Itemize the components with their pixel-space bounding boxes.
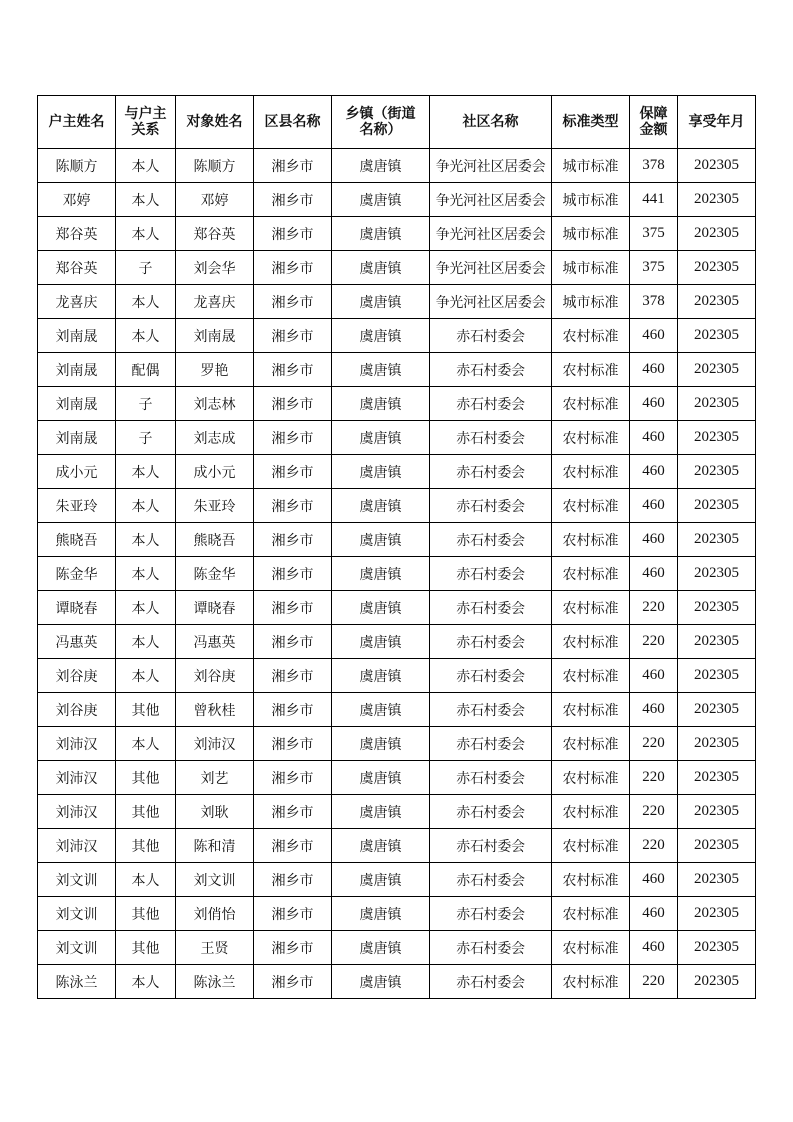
table-row	[38, 183, 756, 217]
town-cell: 虞唐镇	[332, 285, 430, 319]
amount-cell: 378	[630, 149, 678, 183]
householder-name-cell: 郑谷英	[38, 251, 116, 285]
relation-cell: 本人	[116, 285, 176, 319]
standard-type-cell: 农村标准	[552, 421, 630, 455]
town-cell: 虞唐镇	[332, 693, 430, 727]
standard-type-cell: 农村标准	[552, 557, 630, 591]
table-row	[38, 863, 756, 897]
recipient-name-cell: 陈泳兰	[176, 965, 254, 999]
town-cell: 虞唐镇	[332, 455, 430, 489]
county-cell: 湘乡市	[254, 557, 332, 591]
town-cell: 虞唐镇	[332, 353, 430, 387]
householder-name-cell: 刘沛汉	[38, 829, 116, 863]
householder-name-cell: 刘文训	[38, 863, 116, 897]
town-cell: 虞唐镇	[332, 183, 430, 217]
recipient-name-cell: 曾秋桂	[176, 693, 254, 727]
county-cell: 湘乡市	[254, 829, 332, 863]
county-cell: 湘乡市	[254, 761, 332, 795]
county-cell: 湘乡市	[254, 285, 332, 319]
table-row	[38, 659, 756, 693]
county-cell: 湘乡市	[254, 693, 332, 727]
standard-type-cell: 农村标准	[552, 489, 630, 523]
county-cell: 湘乡市	[254, 931, 332, 965]
community-cell: 争光河社区居委会	[430, 149, 552, 183]
town-cell: 虞唐镇	[332, 931, 430, 965]
period-cell: 202305	[678, 353, 756, 387]
header-standard-type: 标准类型	[552, 96, 630, 149]
county-cell: 湘乡市	[254, 625, 332, 659]
table-row	[38, 523, 756, 557]
header-period: 享受年月	[678, 96, 756, 149]
relation-cell: 子	[116, 251, 176, 285]
period-cell: 202305	[678, 591, 756, 625]
relation-cell: 其他	[116, 761, 176, 795]
table-row	[38, 965, 756, 999]
amount-cell: 220	[630, 965, 678, 999]
county-cell: 湘乡市	[254, 217, 332, 251]
period-cell: 202305	[678, 455, 756, 489]
amount-cell: 378	[630, 285, 678, 319]
table-row	[38, 591, 756, 625]
amount-cell: 460	[630, 353, 678, 387]
standard-type-cell: 农村标准	[552, 693, 630, 727]
community-cell: 赤石村委会	[430, 591, 552, 625]
householder-name-cell: 刘谷庚	[38, 693, 116, 727]
relation-cell: 本人	[116, 557, 176, 591]
relation-cell: 本人	[116, 523, 176, 557]
town-cell: 虞唐镇	[332, 727, 430, 761]
period-cell: 202305	[678, 727, 756, 761]
community-cell: 赤石村委会	[430, 829, 552, 863]
community-cell: 赤石村委会	[430, 557, 552, 591]
table-row	[38, 727, 756, 761]
table-row	[38, 931, 756, 965]
period-cell: 202305	[678, 693, 756, 727]
relation-cell: 其他	[116, 931, 176, 965]
amount-cell: 375	[630, 217, 678, 251]
community-cell: 赤石村委会	[430, 625, 552, 659]
householder-name-cell: 冯惠英	[38, 625, 116, 659]
community-cell: 赤石村委会	[430, 659, 552, 693]
county-cell: 湘乡市	[254, 251, 332, 285]
period-cell: 202305	[678, 149, 756, 183]
period-cell: 202305	[678, 251, 756, 285]
county-cell: 湘乡市	[254, 421, 332, 455]
recipient-name-cell: 朱亚玲	[176, 489, 254, 523]
householder-name-cell: 刘沛汉	[38, 761, 116, 795]
relation-cell: 本人	[116, 149, 176, 183]
householder-name-cell: 刘南晟	[38, 319, 116, 353]
header-county: 区县名称	[254, 96, 332, 149]
amount-cell: 220	[630, 829, 678, 863]
standard-type-cell: 城市标准	[552, 285, 630, 319]
recipient-name-cell: 陈金华	[176, 557, 254, 591]
community-cell: 赤石村委会	[430, 455, 552, 489]
table-row	[38, 353, 756, 387]
relation-cell: 本人	[116, 965, 176, 999]
community-cell: 赤石村委会	[430, 421, 552, 455]
relation-cell: 本人	[116, 591, 176, 625]
recipient-name-cell: 刘文训	[176, 863, 254, 897]
amount-cell: 460	[630, 489, 678, 523]
table-row	[38, 285, 756, 319]
community-cell: 争光河社区居委会	[430, 251, 552, 285]
relief-roster-table	[37, 95, 756, 999]
relation-cell: 本人	[116, 727, 176, 761]
town-cell: 虞唐镇	[332, 387, 430, 421]
community-cell: 争光河社区居委会	[430, 285, 552, 319]
table-row	[38, 557, 756, 591]
recipient-name-cell: 刘耿	[176, 795, 254, 829]
county-cell: 湘乡市	[254, 965, 332, 999]
recipient-name-cell: 刘志成	[176, 421, 254, 455]
county-cell: 湘乡市	[254, 319, 332, 353]
header-amount: 保障 金额	[630, 96, 678, 149]
recipient-name-cell: 刘会华	[176, 251, 254, 285]
community-cell: 赤石村委会	[430, 387, 552, 421]
period-cell: 202305	[678, 217, 756, 251]
householder-name-cell: 刘文训	[38, 931, 116, 965]
community-cell: 赤石村委会	[430, 353, 552, 387]
relation-cell: 子	[116, 421, 176, 455]
relation-cell: 本人	[116, 455, 176, 489]
recipient-name-cell: 邓婷	[176, 183, 254, 217]
standard-type-cell: 农村标准	[552, 727, 630, 761]
period-cell: 202305	[678, 387, 756, 421]
table-row	[38, 149, 756, 183]
amount-cell: 220	[630, 625, 678, 659]
town-cell: 虞唐镇	[332, 625, 430, 659]
county-cell: 湘乡市	[254, 795, 332, 829]
town-cell: 虞唐镇	[332, 829, 430, 863]
period-cell: 202305	[678, 625, 756, 659]
relief-roster-sheet	[37, 95, 756, 999]
standard-type-cell: 农村标准	[552, 931, 630, 965]
community-cell: 赤石村委会	[430, 727, 552, 761]
period-cell: 202305	[678, 489, 756, 523]
relation-cell: 本人	[116, 863, 176, 897]
table-row	[38, 387, 756, 421]
amount-cell: 460	[630, 387, 678, 421]
amount-cell: 441	[630, 183, 678, 217]
relation-cell: 本人	[116, 217, 176, 251]
amount-cell: 460	[630, 693, 678, 727]
recipient-name-cell: 罗艳	[176, 353, 254, 387]
county-cell: 湘乡市	[254, 897, 332, 931]
table-row	[38, 829, 756, 863]
town-cell: 虞唐镇	[332, 557, 430, 591]
recipient-name-cell: 刘艺	[176, 761, 254, 795]
standard-type-cell: 城市标准	[552, 251, 630, 285]
county-cell: 湘乡市	[254, 591, 332, 625]
county-cell: 湘乡市	[254, 455, 332, 489]
recipient-name-cell: 陈顺方	[176, 149, 254, 183]
header-town: 乡镇（街道 名称）	[332, 96, 430, 149]
amount-cell: 460	[630, 659, 678, 693]
table-row	[38, 897, 756, 931]
amount-cell: 220	[630, 591, 678, 625]
amount-cell: 460	[630, 523, 678, 557]
recipient-name-cell: 陈和清	[176, 829, 254, 863]
relation-cell: 本人	[116, 659, 176, 693]
table-body	[38, 149, 756, 999]
community-cell: 赤石村委会	[430, 761, 552, 795]
recipient-name-cell: 熊晓吾	[176, 523, 254, 557]
householder-name-cell: 陈顺方	[38, 149, 116, 183]
householder-name-cell: 成小元	[38, 455, 116, 489]
recipient-name-cell: 刘志林	[176, 387, 254, 421]
header-householder-name: 户主姓名	[38, 96, 116, 149]
header-row	[38, 96, 756, 149]
amount-cell: 460	[630, 319, 678, 353]
amount-cell: 220	[630, 727, 678, 761]
recipient-name-cell: 刘俏怡	[176, 897, 254, 931]
period-cell: 202305	[678, 931, 756, 965]
householder-name-cell: 刘沛汉	[38, 795, 116, 829]
householder-name-cell: 谭晓春	[38, 591, 116, 625]
period-cell: 202305	[678, 863, 756, 897]
householder-name-cell: 刘文训	[38, 897, 116, 931]
town-cell: 虞唐镇	[332, 761, 430, 795]
table-row	[38, 625, 756, 659]
relation-cell: 本人	[116, 183, 176, 217]
standard-type-cell: 农村标准	[552, 523, 630, 557]
standard-type-cell: 农村标准	[552, 387, 630, 421]
amount-cell: 460	[630, 931, 678, 965]
relation-cell: 其他	[116, 795, 176, 829]
county-cell: 湘乡市	[254, 183, 332, 217]
recipient-name-cell: 郑谷英	[176, 217, 254, 251]
recipient-name-cell: 龙喜庆	[176, 285, 254, 319]
standard-type-cell: 城市标准	[552, 217, 630, 251]
community-cell: 赤石村委会	[430, 931, 552, 965]
recipient-name-cell: 成小元	[176, 455, 254, 489]
householder-name-cell: 陈泳兰	[38, 965, 116, 999]
header-community: 社区名称	[430, 96, 552, 149]
period-cell: 202305	[678, 761, 756, 795]
table-row	[38, 319, 756, 353]
relation-cell: 配偶	[116, 353, 176, 387]
householder-name-cell: 刘谷庚	[38, 659, 116, 693]
standard-type-cell: 城市标准	[552, 149, 630, 183]
county-cell: 湘乡市	[254, 727, 332, 761]
town-cell: 虞唐镇	[332, 489, 430, 523]
header-relation: 与户主 关系	[116, 96, 176, 149]
relation-cell: 本人	[116, 489, 176, 523]
relation-cell: 其他	[116, 897, 176, 931]
recipient-name-cell: 谭晓春	[176, 591, 254, 625]
town-cell: 虞唐镇	[332, 965, 430, 999]
relation-cell: 本人	[116, 625, 176, 659]
header-recipient-name: 对象姓名	[176, 96, 254, 149]
community-cell: 赤石村委会	[430, 795, 552, 829]
town-cell: 虞唐镇	[332, 421, 430, 455]
relation-cell: 其他	[116, 693, 176, 727]
standard-type-cell: 农村标准	[552, 795, 630, 829]
town-cell: 虞唐镇	[332, 523, 430, 557]
amount-cell: 460	[630, 455, 678, 489]
community-cell: 赤石村委会	[430, 863, 552, 897]
recipient-name-cell: 刘南晟	[176, 319, 254, 353]
standard-type-cell: 农村标准	[552, 829, 630, 863]
community-cell: 赤石村委会	[430, 965, 552, 999]
householder-name-cell: 刘南晟	[38, 353, 116, 387]
table-row	[38, 251, 756, 285]
county-cell: 湘乡市	[254, 489, 332, 523]
householder-name-cell: 刘南晟	[38, 387, 116, 421]
recipient-name-cell: 冯惠英	[176, 625, 254, 659]
community-cell: 赤石村委会	[430, 319, 552, 353]
town-cell: 虞唐镇	[332, 863, 430, 897]
town-cell: 虞唐镇	[332, 795, 430, 829]
amount-cell: 460	[630, 421, 678, 455]
recipient-name-cell: 刘谷庚	[176, 659, 254, 693]
county-cell: 湘乡市	[254, 659, 332, 693]
recipient-name-cell: 刘沛汉	[176, 727, 254, 761]
period-cell: 202305	[678, 285, 756, 319]
table-row	[38, 455, 756, 489]
period-cell: 202305	[678, 557, 756, 591]
standard-type-cell: 农村标准	[552, 863, 630, 897]
period-cell: 202305	[678, 795, 756, 829]
period-cell: 202305	[678, 319, 756, 353]
relation-cell: 本人	[116, 319, 176, 353]
town-cell: 虞唐镇	[332, 319, 430, 353]
community-cell: 赤石村委会	[430, 897, 552, 931]
community-cell: 赤石村委会	[430, 489, 552, 523]
period-cell: 202305	[678, 965, 756, 999]
table-row	[38, 217, 756, 251]
period-cell: 202305	[678, 421, 756, 455]
table-row	[38, 421, 756, 455]
standard-type-cell: 农村标准	[552, 761, 630, 795]
standard-type-cell: 农村标准	[552, 625, 630, 659]
county-cell: 湘乡市	[254, 387, 332, 421]
period-cell: 202305	[678, 829, 756, 863]
relation-cell: 其他	[116, 829, 176, 863]
community-cell: 争光河社区居委会	[430, 217, 552, 251]
amount-cell: 375	[630, 251, 678, 285]
householder-name-cell: 朱亚玲	[38, 489, 116, 523]
town-cell: 虞唐镇	[332, 659, 430, 693]
amount-cell: 460	[630, 863, 678, 897]
table-row	[38, 761, 756, 795]
amount-cell: 460	[630, 557, 678, 591]
table-row	[38, 795, 756, 829]
standard-type-cell: 农村标准	[552, 591, 630, 625]
period-cell: 202305	[678, 897, 756, 931]
period-cell: 202305	[678, 659, 756, 693]
standard-type-cell: 农村标准	[552, 659, 630, 693]
householder-name-cell: 刘南晟	[38, 421, 116, 455]
town-cell: 虞唐镇	[332, 897, 430, 931]
amount-cell: 220	[630, 795, 678, 829]
county-cell: 湘乡市	[254, 863, 332, 897]
standard-type-cell: 农村标准	[552, 319, 630, 353]
period-cell: 202305	[678, 183, 756, 217]
standard-type-cell: 城市标准	[552, 183, 630, 217]
town-cell: 虞唐镇	[332, 217, 430, 251]
town-cell: 虞唐镇	[332, 251, 430, 285]
householder-name-cell: 郑谷英	[38, 217, 116, 251]
householder-name-cell: 熊晓吾	[38, 523, 116, 557]
amount-cell: 460	[630, 897, 678, 931]
community-cell: 赤石村委会	[430, 523, 552, 557]
recipient-name-cell: 王贤	[176, 931, 254, 965]
relation-cell: 子	[116, 387, 176, 421]
community-cell: 赤石村委会	[430, 693, 552, 727]
householder-name-cell: 刘沛汉	[38, 727, 116, 761]
standard-type-cell: 农村标准	[552, 353, 630, 387]
householder-name-cell: 龙喜庆	[38, 285, 116, 319]
householder-name-cell: 邓婷	[38, 183, 116, 217]
county-cell: 湘乡市	[254, 523, 332, 557]
standard-type-cell: 农村标准	[552, 965, 630, 999]
town-cell: 虞唐镇	[332, 591, 430, 625]
town-cell: 虞唐镇	[332, 149, 430, 183]
householder-name-cell: 陈金华	[38, 557, 116, 591]
table-row	[38, 489, 756, 523]
amount-cell: 220	[630, 761, 678, 795]
period-cell: 202305	[678, 523, 756, 557]
standard-type-cell: 农村标准	[552, 897, 630, 931]
standard-type-cell: 农村标准	[552, 455, 630, 489]
county-cell: 湘乡市	[254, 149, 332, 183]
county-cell: 湘乡市	[254, 353, 332, 387]
table-row	[38, 693, 756, 727]
community-cell: 争光河社区居委会	[430, 183, 552, 217]
